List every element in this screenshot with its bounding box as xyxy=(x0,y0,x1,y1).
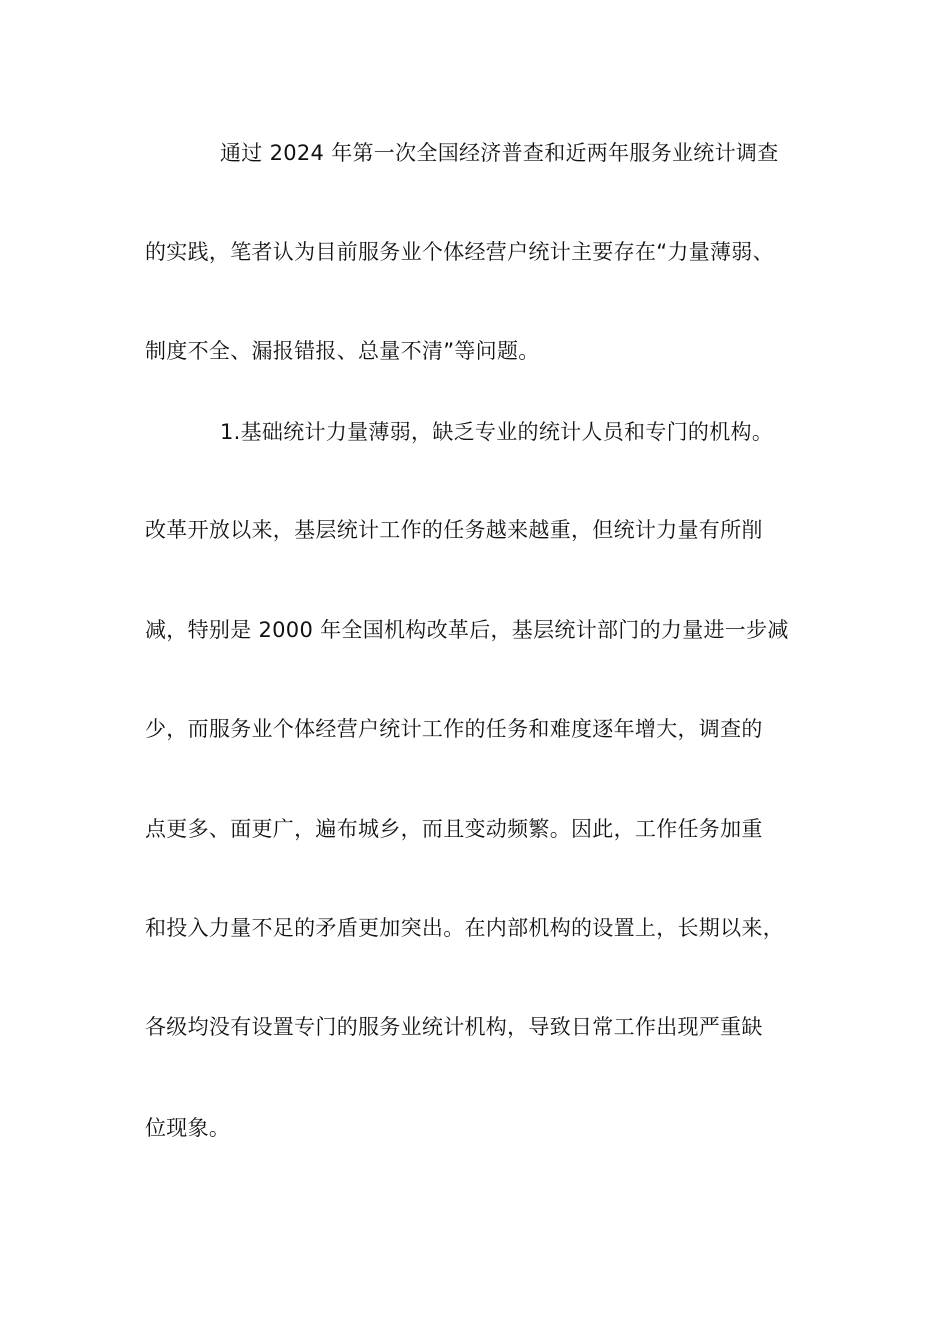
paragraph-2-line-4: 点更多、面更广，遍布城乡，而且变动频繁。因此，工作任务加重 xyxy=(145,817,763,841)
paragraph-2-line-1: 改革开放以来，基层统计工作的任务越来越重，但统计力量有所削 xyxy=(145,518,763,542)
paragraph-1-line-3: 制度不全、漏报错报、总量不清”等问题。 xyxy=(145,339,540,363)
paragraph-1-line-2: 的实践，笔者认为目前服务业个体经营户统计主要存在“力量薄弱、 xyxy=(145,240,774,264)
paragraph-2-line-3: 少，而服务业个体经营户统计工作的任务和难度逐年增大，调查的 xyxy=(145,717,763,741)
paragraph-2-line-7: 位现象。 xyxy=(145,1116,231,1140)
paragraph-2-line-6: 各级均没有设置专门的服务业统计机构，导致日常工作出现严重缺 xyxy=(145,1015,763,1039)
paragraph-2-line-5: 和投入力量不足的矛盾更加突出。在内部机构的设置上，长期以来， xyxy=(145,916,784,940)
paragraph-1-line-1: 通过 2024 年第一次全国经济普查和近两年服务业统计调查 xyxy=(220,141,779,165)
paragraph-2-heading: 1.基础统计力量薄弱，缺乏专业的统计人员和专门的机构。 xyxy=(220,420,774,444)
paragraph-2-line-2: 减，特别是 2000 年全国机构改革后，基层统计部门的力量进一步减 xyxy=(145,618,789,642)
